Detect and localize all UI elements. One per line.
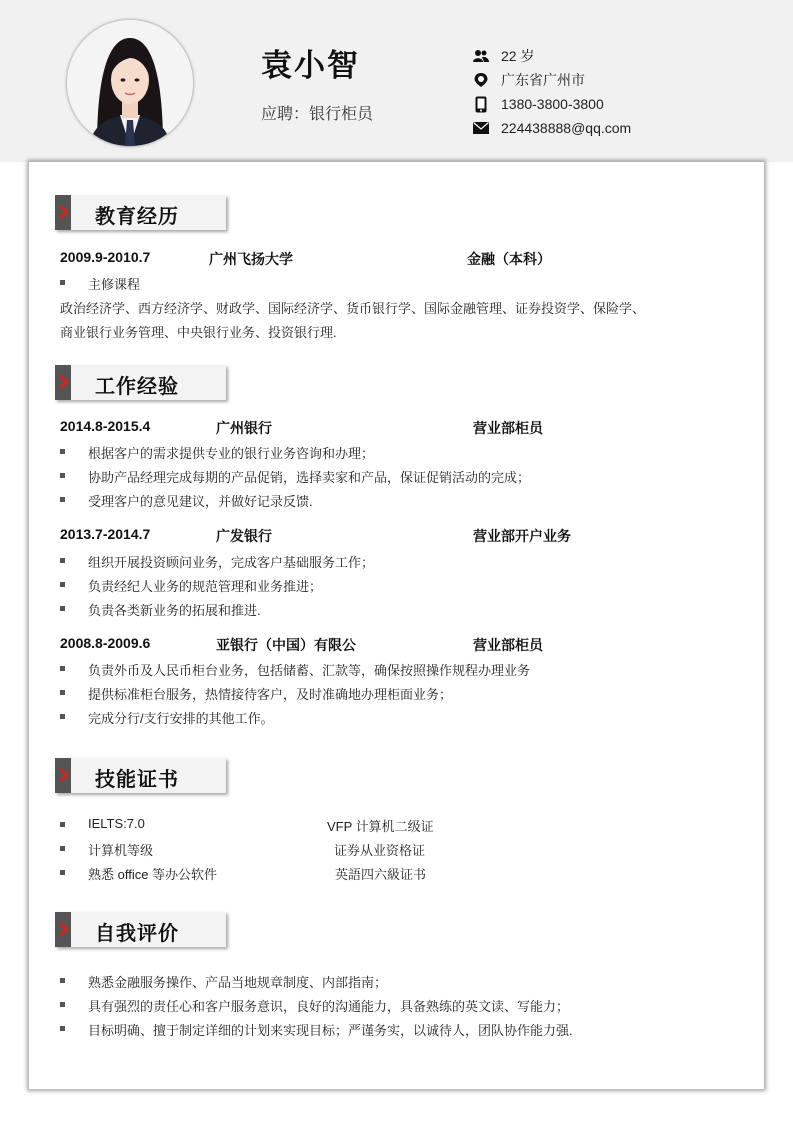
info-age [472,44,631,68]
info-location-text: 广东省广州市 [501,72,585,88]
education-school: 广州飞扬大学 [209,251,293,267]
phone-icon [472,95,490,113]
chevron-right-icon [58,204,68,220]
users-icon [472,47,490,65]
job-3-company: 亚银行（中国）有限公 [216,637,356,653]
job-2-date: 2013.7-2014.7 [60,526,151,542]
candidate-name: 袁小智 [261,48,360,83]
section-title-skills: 技能证书 [55,758,226,793]
education-date: 2009.9-2010.7 [60,249,151,265]
section-title-self: 自我评价 [55,912,226,947]
job-1-role: 营业部柜员 [473,420,543,436]
applied-position: 应聘：银行柜员 [261,106,374,123]
job-3-role: 营业部柜员 [473,637,543,653]
info-email [472,116,631,140]
info-email-text: 224438888@qq.com [501,120,632,136]
resume-header [0,0,793,162]
info-age-text: 22 岁 [501,48,535,64]
mail-icon [472,119,490,137]
skill-cert: VFP 计算机二级证 [327,819,434,834]
location-icon [472,71,490,89]
section-title-work: 工作经验 [55,365,226,400]
courses-line-2: 商业银行业务管理、中央银行业务、投资银行理. [60,325,337,340]
contact-info [472,44,631,140]
chevron-right-icon [58,921,68,937]
courses-line-1: 政治经济学、西方经济学、财政学、国际经济学、货币银行学、国际金融管理、证券投资学、保险学、 [60,301,646,316]
skill-cert: 英語四六級证书 [335,867,427,882]
chevron-right-icon [58,767,68,783]
job-2-role: 营业部开户业务 [473,528,571,544]
info-phone-text: 1380-3800-3800 [501,96,604,112]
info-location [472,68,631,92]
chevron-right-icon [58,374,68,390]
info-phone [472,92,631,116]
job-3-date: 2008.8-2009.6 [60,635,151,651]
resume-body: 教育经历 2009.9-2010.7 广州飞扬大学 金融（本科） 主修课程 政治经济学、西方经济学、财政学、国际经济学、货币银行学、国际金融管理、证券投资学、保险学、 商业银行业务管理、中央银行业务、投资银行理. 工作经验 2014.8-2015.4 广州银行 营业部柜员 根据客户的需求提供专业的银行业务咨询和办理； 协助产品经理完成每期的产品促销，选择卖家和产品，保证促销活动的完成； 受理客户的意见建议，并做好记录反馈. 2013.7-2014.7 广发银行 营业部开户业务 组织开展投资顾问业务，完成客户基础服务工作； 负责经纪人业务的规范管理和业务推进； 负责各类新业务的拓展和推进. 2008.8-2009.6 亚银行（中国）有限公 营业部柜员 负责外币及人民币柜台业务，包括储蓄、汇款等，确保按照操作规程办理业务 提供标准柜台服务，热情接待客户，及时准确地办理柜面业务； 完成分行/支行安排的其他工作。 技能证书 IELTS:7.0 计算机等级 熟悉 office 等办公软件 VFP 计算机二级证 证券从业资格证 英語四六級证书 自我评价 熟悉金融服务操作、产品当地规章制度、内部指南； 具有强烈的责任心和客户服务意识，良好的沟通能力，具备熟练的英文读、写能力； 目标明确、擅于制定详细的计划来实现目标；严谨务实，以诚待人，团队协作能力强. [29,162,764,1089]
job-1-company: 广州银行 [216,420,272,436]
education-major: 金融（本科） [467,251,551,267]
job-1-date: 2014.8-2015.4 [60,418,151,434]
section-title-education: 教育经历 [55,195,226,230]
job-2-company: 广发银行 [216,528,272,544]
skill-cert: 证券从业资格证 [334,843,426,858]
avatar [67,20,193,146]
